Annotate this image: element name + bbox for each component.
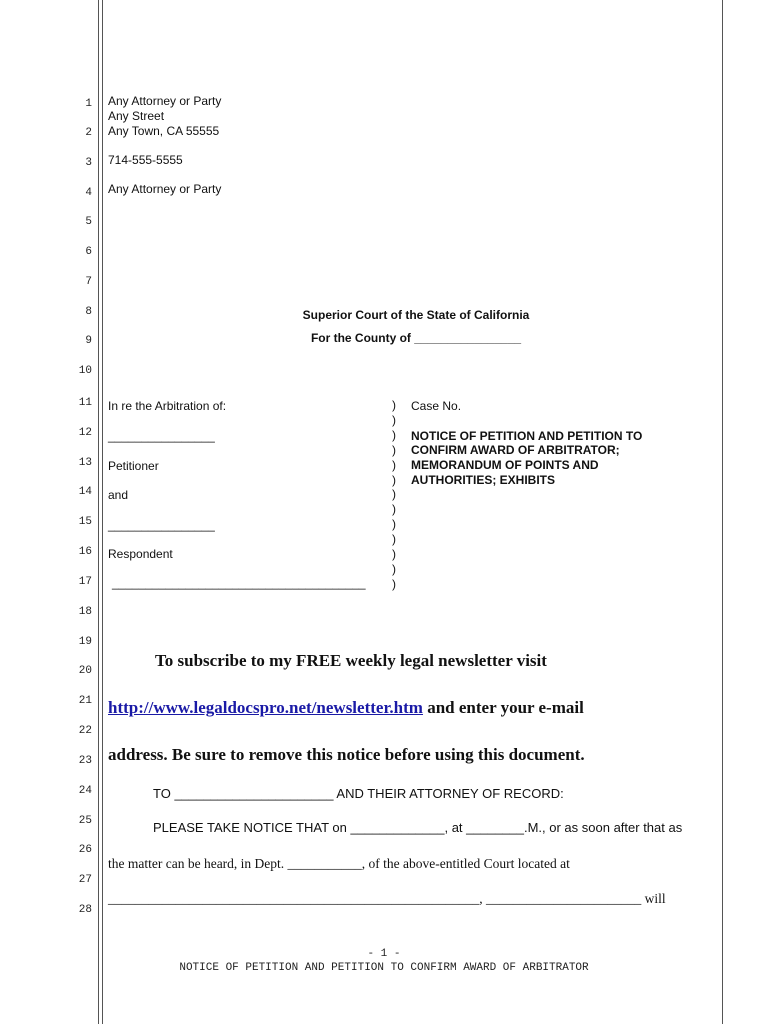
doc-title-line-1: NOTICE OF PETITION AND PETITION TO (411, 429, 643, 443)
court-county: For the County of ________________ (310, 331, 522, 345)
line-number: 23 (78, 755, 92, 767)
newsletter-line-2-rest: and enter your e-mail (422, 698, 584, 717)
caption-respondent-label: Respondent (108, 547, 173, 561)
line-number: 6 (85, 246, 92, 258)
left-margin-rule-outer (98, 0, 99, 1024)
newsletter-line-2 (108, 698, 584, 718)
line-number: 3 (85, 157, 92, 169)
caption-blank-petitioner: ________________ (108, 429, 215, 443)
caption-petitioner-label: Petitioner (108, 459, 159, 473)
caption-paren-column: ) ) ) ) ) ) ) ) ) ) ) ) ) (392, 398, 396, 591)
line-number: 28 (78, 904, 92, 916)
line-number: 8 (85, 306, 92, 318)
attorney-for: Any Attorney or Party (108, 182, 222, 196)
line-number: 21 (78, 695, 92, 707)
line-number: 18 (78, 606, 92, 618)
line-number: 20 (78, 665, 92, 677)
newsletter-link[interactable]: http://www.legaldocspro.net/newsletter.htm (108, 698, 423, 717)
doc-title-line-3: MEMORANDUM OF POINTS AND (411, 458, 599, 472)
footer-title: NOTICE OF PETITION AND PETITION TO CONFIRM AWARD OF ARBITRATOR (179, 962, 589, 974)
newsletter-line-3: address. Be sure to remove this notice before using this document. (108, 745, 585, 764)
line-number: 10 (78, 365, 92, 377)
attorney-street: Any Street (108, 109, 165, 123)
line-number: 26 (78, 844, 92, 856)
court-name: Superior Court of the State of California (302, 308, 530, 322)
line-number: 4 (85, 187, 92, 199)
newsletter-line-1: To subscribe to my FREE weekly legal newsletter visit (155, 651, 547, 670)
line-number: 25 (78, 815, 92, 827)
line-number: 17 (78, 576, 92, 588)
matter-line: the matter can be heard, in Dept. ___________, of the above-entitled Court located at (108, 856, 570, 871)
caption-in-re: In re the Arbitration of: (108, 399, 227, 413)
caption-and: and (108, 488, 129, 502)
caption-blank-respondent: ________________ (108, 518, 215, 532)
to-suffix: AND THEIR ATTORNEY OF RECORD: (336, 786, 564, 801)
footer-page-number: - 1 - (367, 948, 401, 960)
line-number: 5 (85, 216, 92, 228)
line-number: 1 (85, 98, 92, 110)
line-number: 22 (78, 725, 92, 737)
case-number-label: Case No. (411, 399, 462, 413)
line-number: 9 (85, 335, 92, 347)
line-number: 12 (78, 427, 92, 439)
to-prefix: TO (153, 786, 171, 801)
doc-title-line-2: CONFIRM AWARD OF ARBITRATOR; (411, 443, 620, 457)
line-number: 27 (78, 874, 92, 886)
right-margin-rule (722, 0, 723, 1024)
attorney-name: Any Attorney or Party (108, 94, 222, 108)
line-number: 14 (78, 486, 92, 498)
to-line (153, 787, 564, 801)
line-number: 16 (78, 546, 92, 558)
line-number: 19 (78, 636, 92, 648)
location-line: _______________________________________________________, _______________________ will (108, 891, 666, 906)
doc-title-line-4: AUTHORITIES; EXHIBITS (411, 473, 556, 487)
line-number: 2 (85, 127, 92, 139)
caption-bottom-line: ______________________________________ (112, 576, 366, 590)
line-number: 24 (78, 785, 92, 797)
attorney-phone: 714-555-5555 (108, 153, 183, 167)
to-blank: ______________________ (174, 786, 334, 801)
line-number: 11 (78, 397, 92, 409)
attorney-city: Any Town, CA 55555 (108, 124, 220, 138)
notice-line: PLEASE TAKE NOTICE THAT on _____________, at ________.M., or as soon after that as (153, 820, 683, 835)
left-margin-rule-inner (102, 0, 103, 1024)
line-number: 7 (85, 276, 92, 288)
line-number: 13 (78, 457, 92, 469)
line-number: 15 (78, 516, 92, 528)
